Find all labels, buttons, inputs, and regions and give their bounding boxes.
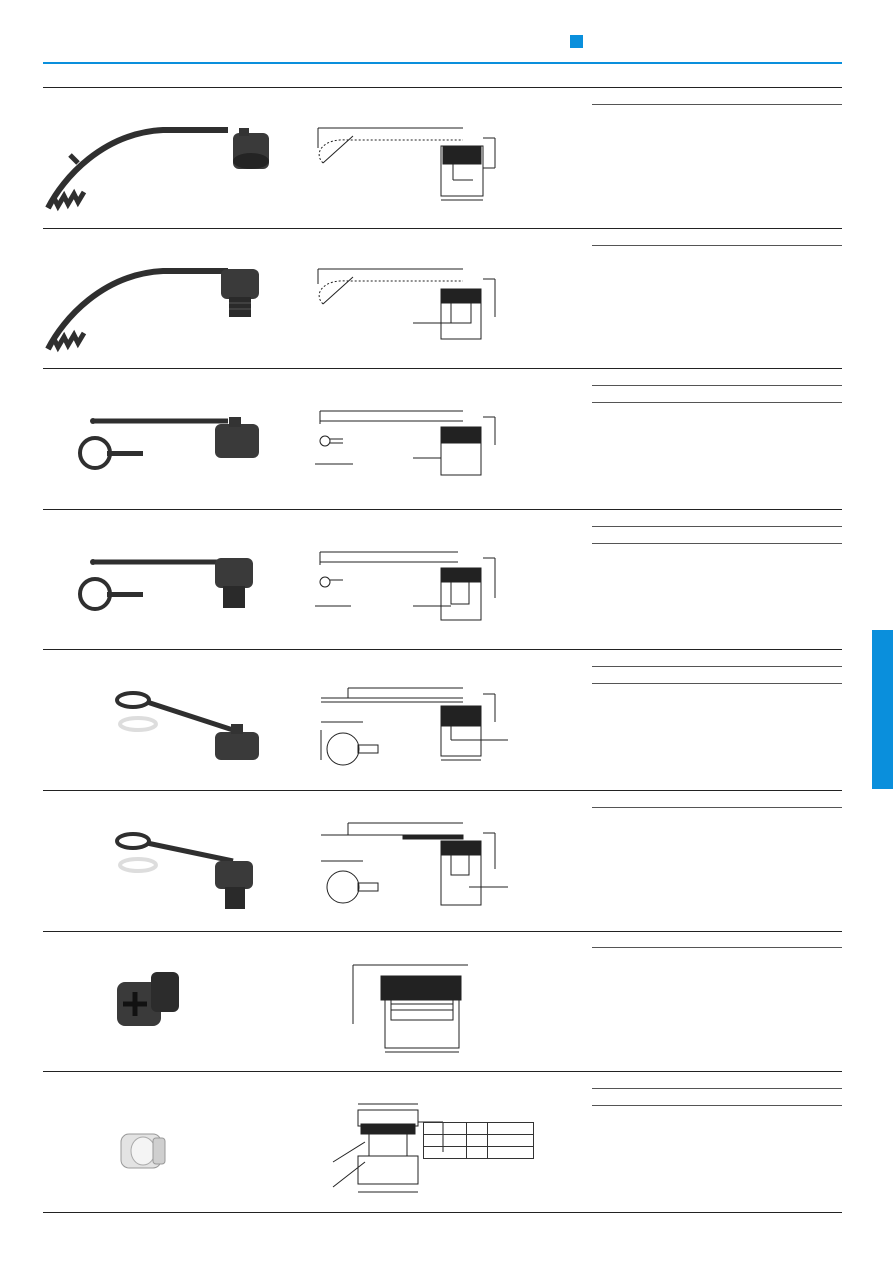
protective-cap-with-long-strap-photo [43,88,293,228]
table-row [424,1123,534,1135]
protective-cap-with-ring-strap-photo [43,369,293,509]
cap-loop-dimension-drawing [303,650,603,790]
product-row [43,510,842,650]
plug-loop-dimension-drawing [303,791,603,931]
cap-long-strap-dimension-drawing [303,88,603,228]
protective-cap-with-loop-and-seal-photo [43,650,293,790]
protective-plug-with-ring-strap-photo [43,510,293,650]
section-marker-icon [570,35,583,48]
product-row [43,88,842,228]
table-row [424,1135,534,1147]
product-row [43,932,842,1072]
product-row [43,369,842,509]
plug-ring-strap-dimension-drawing [303,510,603,650]
product-row [43,791,842,931]
divider [43,1212,842,1213]
header-rule [43,62,842,64]
table-row [424,1147,534,1159]
chapter-side-tab [872,630,893,789]
metal-blanking-plug-photo [43,1072,293,1212]
cap-ring-strap-dimension-drawing [303,369,603,509]
protective-plug-with-long-strap-photo [43,229,293,369]
protective-plug-with-loop-and-seal-photo [43,791,293,931]
plug-long-strap-dimension-drawing [303,229,603,369]
product-row [43,650,842,790]
screw-plug-with-slot-photo [43,932,293,1072]
screw-plug-dimension-drawing [303,932,603,1072]
dimension-table [423,1122,534,1159]
product-row [43,229,842,369]
